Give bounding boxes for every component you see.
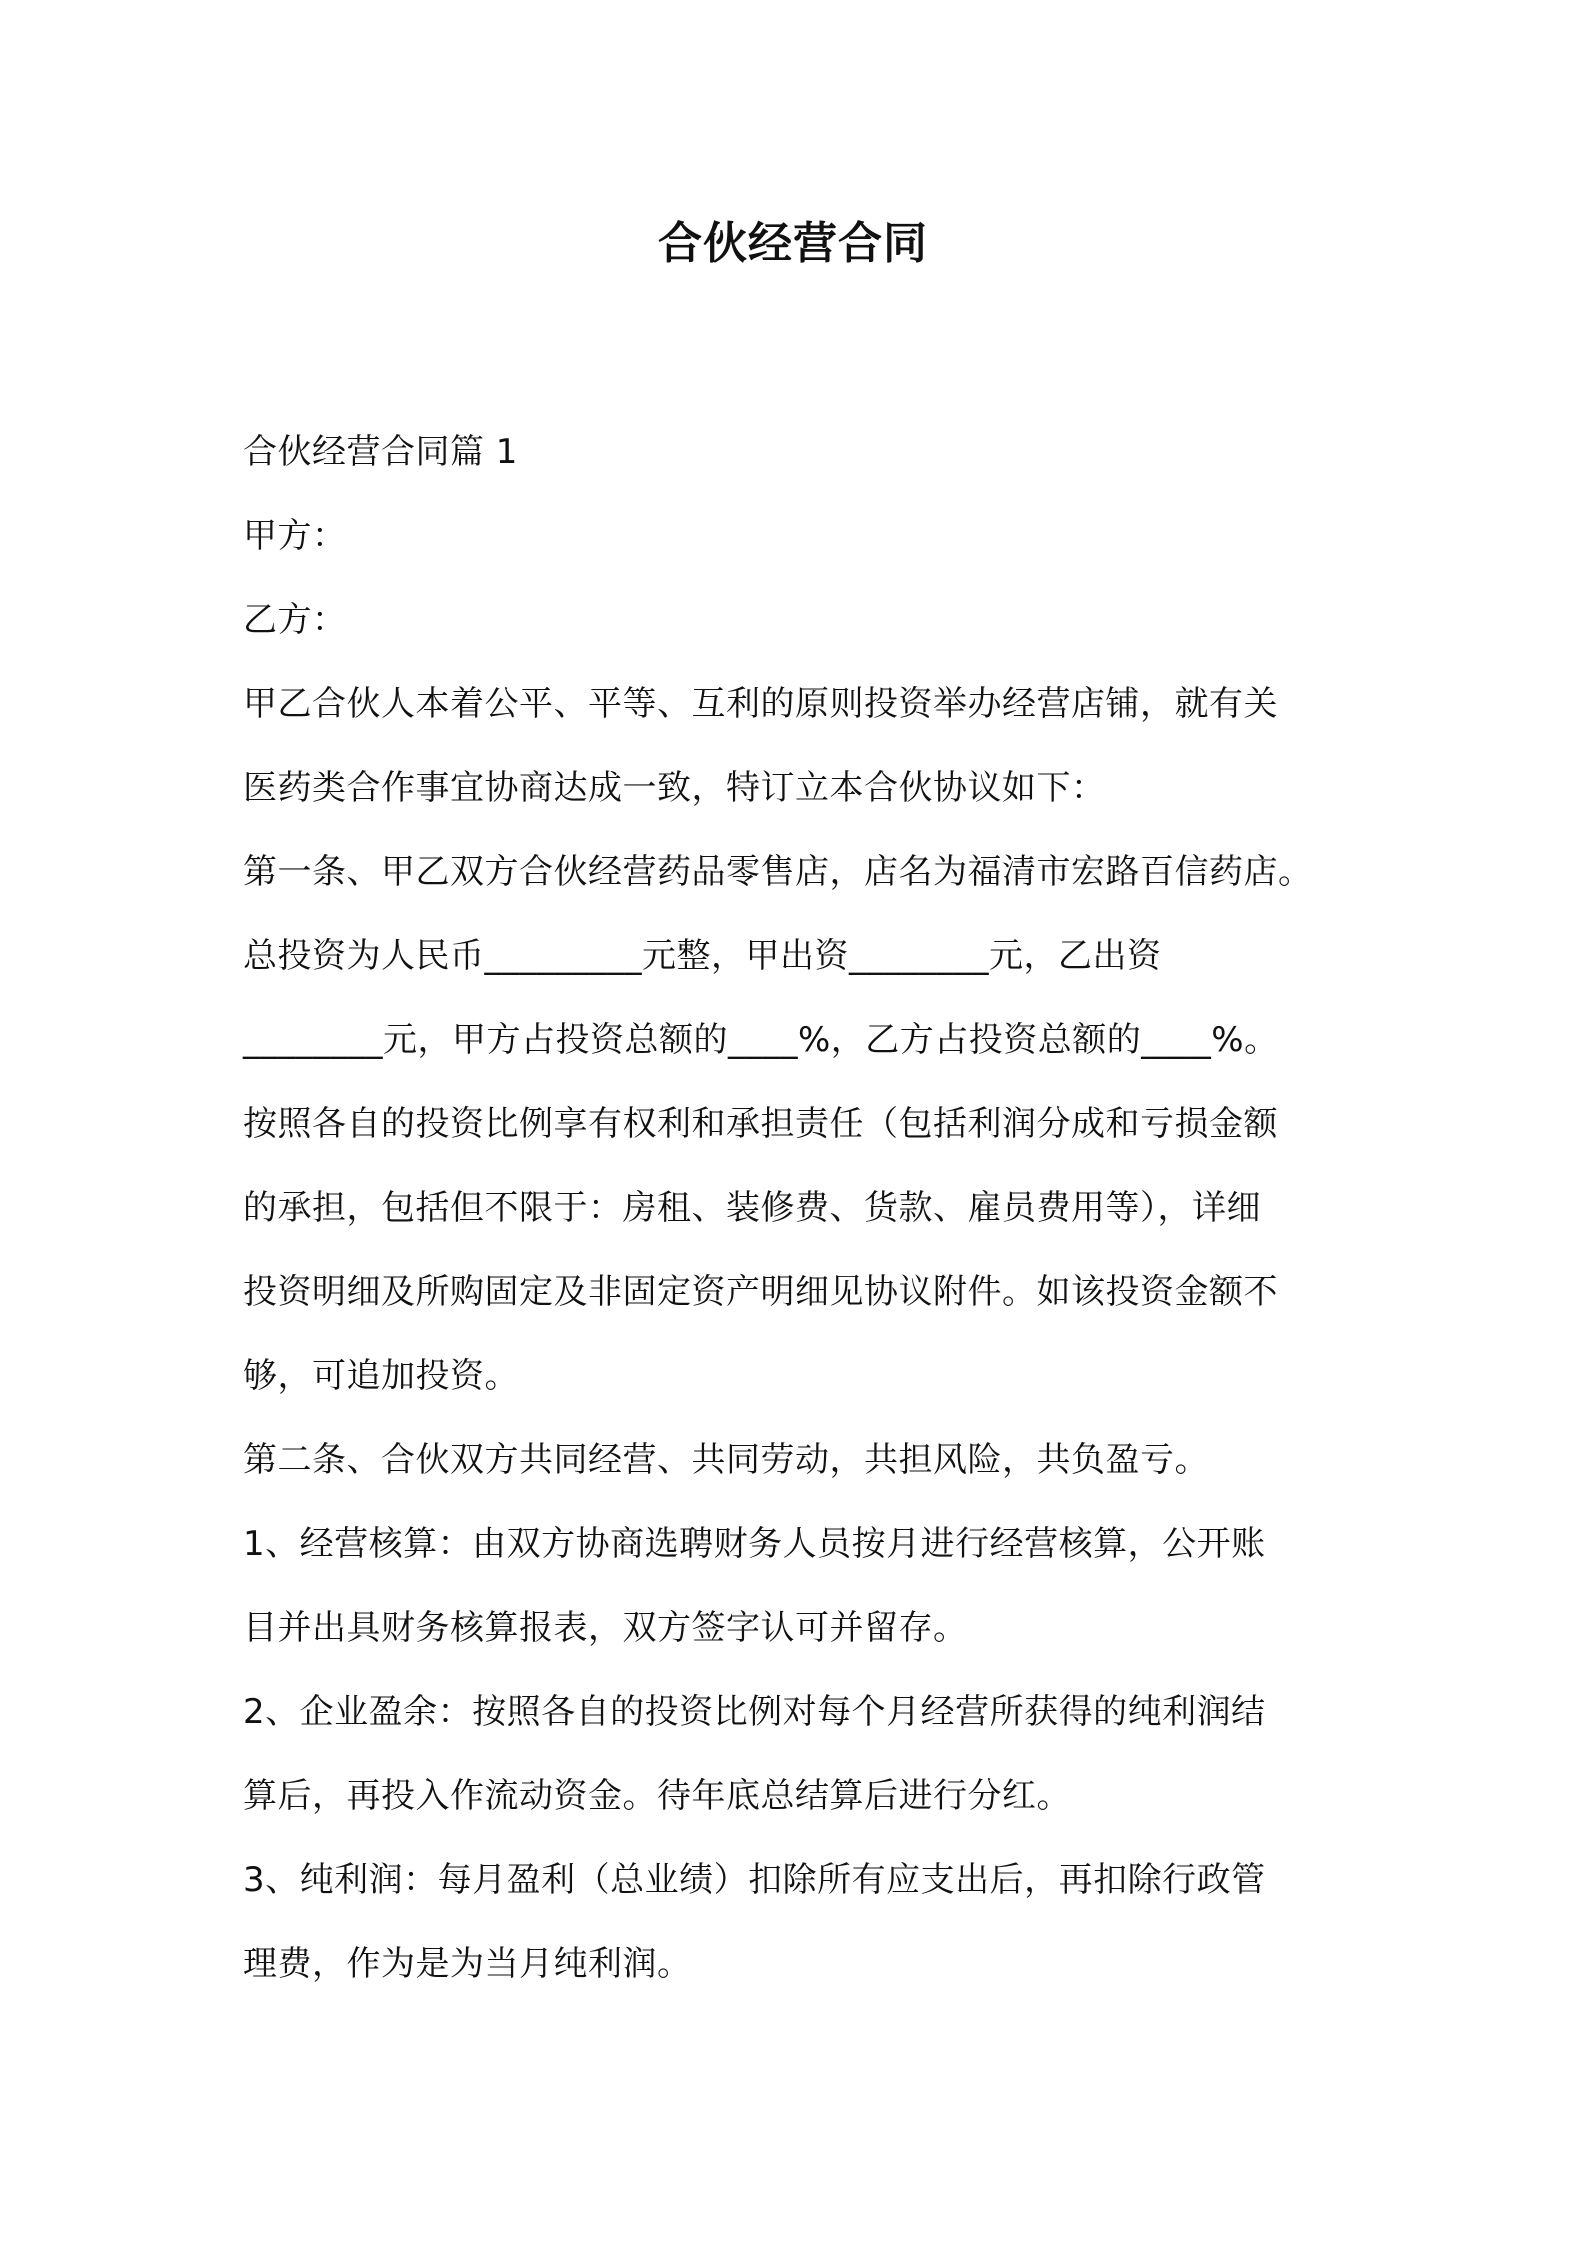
preamble-line: 甲乙合伙人本着公平、平等、互利的原则投资举办经营店铺，就有关 bbox=[243, 684, 1278, 724]
preamble-line: 医药类合作事宜协商达成一致，特订立本合伙协议如下： bbox=[243, 768, 1106, 808]
clause-line: 2、企业盈余：按照各自的投资比例对每个月经营所获得的纯利润结 bbox=[243, 1692, 1266, 1732]
clause-line: 目并出具财务核算报表，双方签字认可并留存。 bbox=[243, 1608, 968, 1648]
party-b-label: 乙方： bbox=[243, 600, 347, 640]
section-heading: 合伙经营合同篇 1 bbox=[243, 432, 518, 472]
article-one-line: 总投资为人民币_________元整，甲出资________元，乙出资 bbox=[243, 936, 1162, 976]
article-one-line: 按照各自的投资比例享有权利和承担责任（包括利润分成和亏损金额 bbox=[243, 1104, 1278, 1144]
article-one-line: 的承担，包括但不限于：房租、装修费、货款、雇员费用等），详细 bbox=[243, 1188, 1261, 1228]
clause-line: 3、纯利润：每月盈利（总业绩）扣除所有应支出后，再扣除行政管 bbox=[243, 1860, 1266, 1900]
clause-line: 1、经营核算：由双方协商选聘财务人员按月进行经营核算，公开账 bbox=[243, 1524, 1266, 1564]
party-a-label: 甲方： bbox=[243, 516, 347, 556]
article-one-line: 够，可追加投资。 bbox=[243, 1356, 519, 1396]
article-one-line: 投资明细及所购固定及非固定资产明细见协议附件。如该投资金额不 bbox=[243, 1272, 1278, 1312]
article-two-line: 第二条、合伙双方共同经营、共同劳动，共担风险，共负盈亏。 bbox=[243, 1440, 1209, 1480]
article-one-line: 第一条、甲乙双方合伙经营药品零售店，店名为福清市宏路百信药店。 bbox=[243, 852, 1313, 892]
article-one-line: ________元，甲方占投资总额的____%，乙方占投资总额的____%。 bbox=[243, 1020, 1279, 1060]
document-title: 合伙经营合同 bbox=[658, 218, 928, 269]
clause-line: 算后，再投入作流动资金。待年底总结算后进行分红。 bbox=[243, 1776, 1071, 1816]
document-body bbox=[243, 410, 1353, 2006]
clause-line: 理费，作为是为当月纯利润。 bbox=[243, 1944, 692, 1984]
